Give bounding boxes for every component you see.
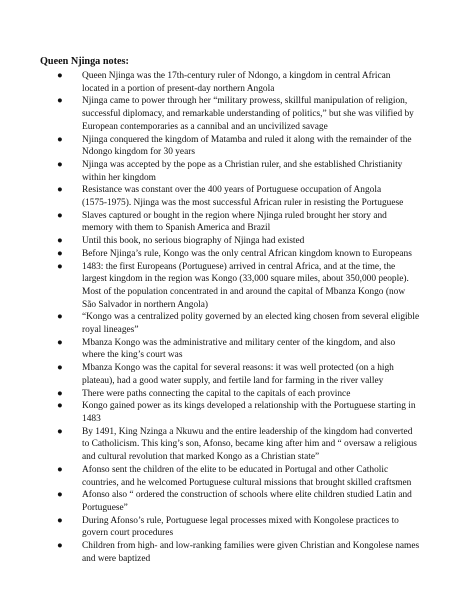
list-item — [40, 210, 450, 235]
notes-list — [40, 70, 450, 565]
list-item-text-line: During Afonso’s rule, Portuguese legal processes mixed with Kongolese practices to — [82, 515, 399, 526]
list-item-text-line: Mbanza Kongo was the administrative and military center of the kingdom, and also — [82, 337, 396, 348]
list-item-text-line: Mbanza Kongo was the capital for several reasons: it was well protected (on a high — [82, 363, 394, 374]
list-item-text-line: Kongo gained power as its kings developed a relationship with the Portuguese starting in — [82, 401, 416, 412]
list-item-text-line: memory with them to Spanish America and Brazil — [82, 223, 271, 234]
bullet-icon: ● — [57, 134, 63, 145]
bullet-icon: ● — [57, 96, 63, 107]
list-item — [40, 388, 450, 401]
bullet-icon: ● — [57, 388, 63, 399]
list-item — [40, 337, 450, 362]
list-item-text-line: Until this book, no serious biography of Njinga had existed — [82, 236, 305, 247]
list-item — [40, 400, 450, 425]
bullet-icon: ● — [57, 236, 63, 247]
list-item — [40, 248, 450, 261]
list-item-text-line: Before Njinga’s rule, Kongo was the only central African kingdom known to Europeans — [82, 248, 412, 259]
list-item-text-line: Queen Njinga was the 17th-century ruler of Ndongo, a kingdom in central African — [82, 71, 391, 81]
list-item-text-line: within her kingdom — [82, 172, 156, 183]
bullet-icon: ● — [57, 71, 63, 81]
list-item — [40, 426, 450, 464]
bullet-icon: ● — [57, 337, 63, 348]
bullet-icon: ● — [57, 210, 63, 221]
list-item — [40, 95, 450, 133]
list-item-text-line: São Salvador in northern Angola) — [82, 299, 209, 310]
page-title: Queen Njinga notes: — [40, 56, 129, 67]
list-item-text-line: 1483: the first Europeans (Portuguese) arrived in central Africa, and at the time, the — [82, 261, 396, 272]
list-item — [40, 70, 450, 95]
list-item-text-line: Slaves captured or bought in the region where Njinga ruled brought her story and — [82, 210, 387, 221]
bullet-icon: ● — [57, 363, 63, 374]
list-item-text-line: and cultural revolution that marked Kongo as a Christian state” — [82, 452, 320, 463]
list-item-text-line: plateau), had a good water supply, and fertile land for farming in the river valley — [82, 375, 384, 386]
list-item-text-line: where the king’s court was — [82, 350, 183, 361]
list-item — [40, 184, 450, 209]
list-item-text-line: and were baptized — [82, 553, 151, 564]
list-item-text-line: (1575-1975). Njinga was the most successful African ruler in resisting the Portuguese — [82, 198, 404, 209]
bullet-icon: ● — [57, 312, 63, 323]
bullet-icon: ● — [57, 426, 63, 437]
list-item-text-line: royal lineages” — [82, 325, 139, 336]
bullet-icon: ● — [57, 401, 63, 412]
list-item-text-line: largest kingdom in the region was Kongo (33,000 square miles, about 350,000 people). — [82, 274, 409, 285]
list-item — [40, 464, 450, 489]
bullet-icon: ● — [57, 159, 63, 170]
bullet-icon: ● — [57, 185, 63, 196]
bullet-icon: ● — [57, 261, 63, 272]
list-item-text-line: to Catholicism. This king’s son, Afonso, became king after him and “ oversaw a religious — [82, 439, 417, 450]
list-item — [40, 515, 450, 540]
list-item — [40, 362, 450, 387]
list-item — [40, 235, 450, 248]
list-item-text-line: located in a portion of present-day northern Angola — [82, 83, 275, 94]
list-item-text-line: European contemporaries as a cannibal and an uncivilized savage — [82, 121, 328, 132]
list-item-text-line: Njinga was accepted by the pope as a Christian ruler, and she established Christianity — [82, 159, 403, 170]
list-item-text-line: Portuguese” — [82, 502, 128, 513]
list-item-text-line: Ndongo kingdom for 30 years — [82, 147, 196, 158]
list-item-text-line: Most of the population concentrated in and around the capital of Mbanza Kongo (now — [82, 286, 406, 297]
list-item — [40, 489, 450, 514]
bullet-icon: ● — [57, 515, 63, 526]
bullet-icon: ● — [57, 490, 63, 501]
list-item — [40, 261, 450, 312]
list-item-text-line: There were paths connecting the capital to the capitals of each province — [82, 388, 351, 399]
list-item-text-line: Afonso sent the children of the elite to be educated in Portugal and other Catholic — [82, 464, 389, 475]
list-item — [40, 159, 450, 184]
bullet-icon: ● — [57, 464, 63, 475]
list-item-text-line: 1483 — [82, 413, 101, 424]
list-item-text-line: successful diplomacy, and remarkable understanding of politics,” but she was vilified by — [82, 109, 414, 120]
list-item-text-line: Njinga came to power through her “military prowess, skillful manipulation of religion, — [82, 96, 408, 107]
list-item-text-line: Resistance was constant over the 400 years of Portuguese occupation of Angola — [82, 185, 382, 196]
list-item-text-line: govern court procedures — [82, 528, 174, 539]
list-item — [40, 311, 450, 336]
list-item-text-line: By 1491, King Nzinga a Nkuwu and the entire leadership of the kingdom had converted — [82, 426, 413, 437]
list-item-text-line: Afonso also “ ordered the construction of schools where elite children studied Latin and — [82, 490, 412, 501]
bullet-icon: ● — [57, 248, 63, 259]
list-item-text-line: countries, and he welcomed Portuguese cultural missions that brought skilled craftsmen — [82, 477, 412, 488]
list-item — [40, 540, 450, 565]
list-item-text-line: Children from high- and low-ranking families were given Christian and Kongolese names — [82, 541, 420, 552]
list-item-text-line: “Kongo was a centralized polity governed by an elected king chosen from several eligible — [82, 312, 420, 323]
list-item — [40, 134, 450, 159]
bullet-icon: ● — [57, 541, 63, 552]
list-item-text-line: Njinga conquered the kingdom of Matamba and ruled it along with the remainder of the — [82, 134, 412, 145]
